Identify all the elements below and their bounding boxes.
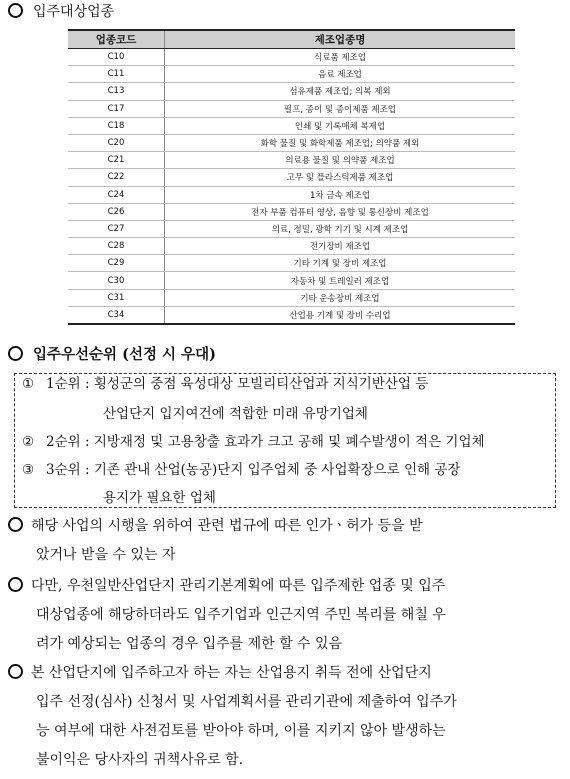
industry-name-cell: 펄프, 종이 및 종이제품 제조업	[165, 100, 516, 117]
paragraph-line: 해당 사업의 시행을 위하여 관련 법규에 따른 인가ㆍ허가 등을 받	[8, 512, 564, 541]
priority-rank: 2순위	[46, 434, 81, 450]
industry-name-cell: 의료, 정밀, 광학 기기 및 시계 제조업	[165, 220, 516, 237]
priority-rank: 1순위	[46, 376, 81, 392]
table-row	[68, 220, 515, 237]
industry-code-cell: C31	[68, 289, 165, 306]
priority-2-line-1	[22, 432, 485, 452]
industry-code-cell: C26	[68, 203, 165, 220]
section-title: 입주대상업종	[33, 4, 115, 20]
industry-code-cell: C17	[68, 100, 165, 117]
priority-separator: :	[84, 376, 90, 392]
section-heading-priority	[8, 344, 216, 366]
priority-text: 기존 관내 산업(농공)단지 입주업체 중 사업확장으로 인해 공장	[93, 462, 461, 478]
industry-name-cell: 기타 기계 및 장비 제조업	[165, 255, 516, 272]
industry-code-cell: C30	[68, 272, 165, 289]
table-row	[68, 100, 515, 117]
table-row	[68, 289, 515, 306]
industry-code-cell: C20	[68, 134, 165, 151]
priority-marker: ②	[22, 434, 35, 450]
industry-name-cell: 1차 금속 제조업	[165, 186, 516, 203]
industry-code-cell: C28	[68, 238, 165, 255]
table-row	[68, 49, 515, 66]
paragraph-line: 대상업종에 해당하더라도 입주기업과 인근지역 주민 복리를 해칠 우	[36, 607, 446, 623]
industry-name-cell: 고무 및 플라스틱제품 제조업	[165, 169, 516, 186]
industry-name-cell: 의료용 물질 및 의약품 제조업	[165, 152, 516, 169]
circle-bullet-icon	[8, 346, 23, 361]
circle-bullet-icon	[8, 517, 23, 532]
table-row	[68, 255, 515, 272]
industry-code-cell: C18	[68, 117, 165, 134]
paragraph-line: 본 산업단지에 입주하고자 하는 자는 산업용지 취득 전에 산업단지	[8, 659, 564, 688]
paragraph-line: 능 여부에 대한 사전검토를 받아야 하며, 이를 지키지 않아 발생하는	[36, 723, 446, 739]
paragraph-line: 려가 예상되는 업종의 경우 입주를 제한 할 수 있음	[36, 636, 343, 652]
industry-table-body	[68, 49, 515, 325]
bullet-paragraph-license	[8, 512, 564, 570]
industry-name-cell: 기타 운송장비 제조업	[165, 289, 516, 306]
industry-name-cell: 자동차 및 트레일러 제조업	[165, 272, 516, 289]
industry-code-cell: C13	[68, 83, 165, 100]
table-row	[68, 203, 515, 220]
priority-separator: :	[84, 462, 90, 478]
industry-name-cell: 산업용 기계 및 장비 수리업	[165, 306, 516, 324]
paragraph-line: 았거나 받을 수 있는 자	[36, 547, 176, 563]
industry-code-cell: C21	[68, 152, 165, 169]
industry-code-cell: C29	[68, 255, 165, 272]
priority-1-line-2: 산업단지 입지여건에 적합한 미래 유망기업체	[103, 406, 368, 422]
paragraph-line: 입주 선정(심사) 신청서 및 사업계획서를 관리기관에 제출하여 입주가	[36, 694, 457, 710]
industry-name-cell: 식료품 제조업	[165, 49, 516, 66]
paragraph-line: 다만, 우천일반산업단지 관리기본계획에 따른 입주제한 업종 및 입주	[8, 572, 564, 601]
priority-separator: :	[84, 434, 90, 450]
table-header-row	[68, 30, 515, 49]
bullet-paragraph-pre-review	[8, 659, 564, 775]
industry-code-cell: C24	[68, 186, 165, 203]
table-row	[68, 306, 515, 324]
industry-table-container	[68, 29, 515, 325]
priority-rank: 3순위	[46, 462, 81, 478]
priority-3-line-1	[22, 460, 460, 480]
table-row	[68, 169, 515, 186]
industry-code-cell: C22	[68, 169, 165, 186]
priority-marker: ①	[22, 376, 35, 392]
circle-bullet-icon	[8, 577, 23, 592]
industry-table	[68, 29, 515, 325]
circle-bullet-icon	[8, 3, 23, 18]
table-row	[68, 152, 515, 169]
table-row	[68, 66, 515, 83]
industry-name-cell: 인쇄 및 기록매체 복제업	[165, 117, 516, 134]
industry-name-cell: 섬유제품 제조업; 의복 제외	[165, 83, 516, 100]
priority-marker: ③	[22, 462, 35, 478]
industry-code-cell: C34	[68, 306, 165, 324]
industry-name-cell: 전기장비 제조업	[165, 238, 516, 255]
industry-code-cell: C10	[68, 49, 165, 66]
table-row	[68, 134, 515, 151]
industry-code-cell: C27	[68, 220, 165, 237]
bullet-paragraph-restriction	[8, 572, 564, 659]
industry-code-cell: C11	[68, 66, 165, 83]
priority-text: 지방재정 및 고용창출 효과가 크고 공해 및 폐수발생이 적은 기업체	[93, 434, 485, 450]
section-heading-eligible-industries	[8, 2, 114, 22]
table-row	[68, 83, 515, 100]
header-industry-code: 업종코드	[68, 30, 165, 49]
table-row	[68, 272, 515, 289]
table-row	[68, 238, 515, 255]
priority-text: 횡성군의 중점 육성대상 모빌리티산업과 지식기반산업 등	[93, 376, 429, 392]
industry-name-cell: 전자 부품 컴퓨터 영상, 음향 및 통신장비 제조업	[165, 203, 516, 220]
circle-bullet-icon	[8, 664, 23, 679]
industry-name-cell: 음료 제조업	[165, 66, 516, 83]
section-title: 입주우선순위 (선정 시 우대)	[33, 346, 216, 363]
paragraph-line: 불이익은 당사자의 귀책사유로 함.	[36, 752, 244, 768]
table-row	[68, 117, 515, 134]
header-industry-name: 제조업종명	[165, 30, 516, 49]
industry-name-cell: 화학 물질 및 화학제품 제조업; 의약품 제외	[165, 134, 516, 151]
table-row	[68, 186, 515, 203]
priority-1-line-1	[22, 374, 428, 394]
priority-3-line-2: 용지가 필요한 업체	[103, 490, 216, 506]
